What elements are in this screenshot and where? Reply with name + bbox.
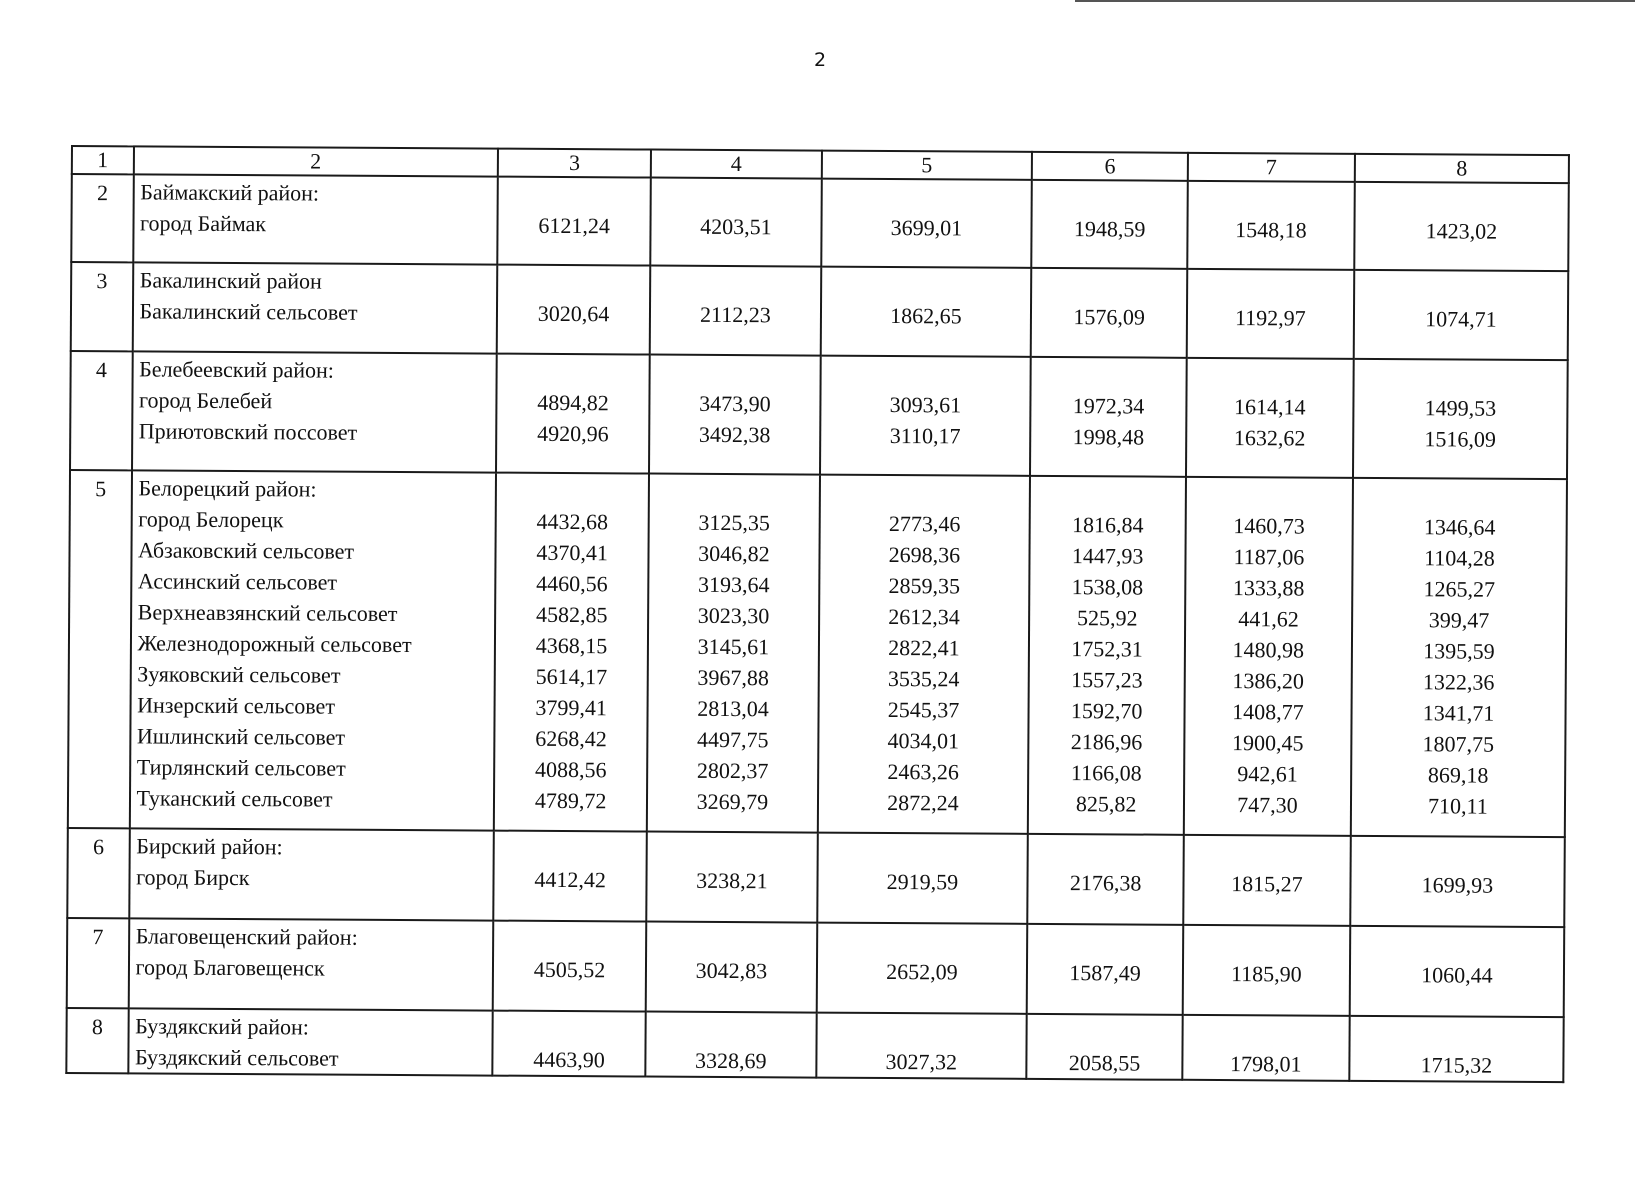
value: 2058,55 [1068,1050,1141,1076]
value: 1998,48 [1072,424,1145,450]
value-cell [647,474,819,833]
settlement-name: Буздякский сельсовет [134,1044,339,1071]
value: 1948,59 [1073,216,1146,242]
value: 1815,27 [1231,871,1303,897]
value: 1516,09 [1424,426,1497,452]
value-cell [493,921,647,1012]
value: 3193,64 [697,571,770,598]
settlement-name: Верхнеавзянский сельсовет [137,599,398,627]
value: 1538,08 [1071,574,1144,600]
value: 441,62 [1238,606,1299,632]
row-number: 8 [66,1008,128,1073]
value: 1265,27 [1423,576,1496,602]
value: 1104,28 [1424,545,1495,571]
value: 1333,88 [1232,575,1305,601]
value: 2652,09 [886,958,958,985]
territory-name-cell [133,174,498,264]
value: 1192,97 [1234,305,1306,331]
table-row [68,470,1567,837]
value: 1341,71 [1422,700,1495,726]
value: 1060,44 [1421,962,1493,988]
value: 825,82 [1075,791,1137,817]
row-number: 4 [70,351,132,470]
column-header: 3 [498,149,652,178]
value-cell [1353,359,1568,479]
column-header: 1 [72,146,134,174]
value: 3269,79 [696,788,769,815]
row-number: 5 [68,470,132,828]
row-number: 7 [67,918,129,1008]
value: 4505,52 [533,956,606,983]
district-name: Благовещенский район: [135,923,358,950]
value: 2463,26 [887,758,959,785]
value: 1322,36 [1422,669,1495,695]
top-rule [1075,0,1635,2]
value: 3145,61 [697,633,770,660]
territory-name-cell [128,1008,493,1075]
column-header: 5 [821,151,1032,180]
value: 4894,82 [537,389,609,416]
value-cell [821,179,1032,268]
settlement-name: город Баймак [140,210,267,237]
column-header: 8 [1355,154,1569,183]
value-cell [1028,834,1184,925]
settlement-name: Тирлянский сельсовет [136,754,346,781]
value-cell [496,354,650,474]
value: 4034,01 [887,727,960,754]
column-header: 4 [651,150,821,179]
district-name: Буздякский район: [135,1013,310,1040]
value-cell [1030,357,1186,477]
settlement-name: Абзаковский сельсовет [138,537,355,564]
settlement-name: Туканский сельсовет [136,785,333,812]
table-row [70,351,1568,479]
value: 1447,93 [1071,543,1144,569]
value-cell [1351,478,1567,837]
value-cell [1350,836,1565,927]
value: 1587,49 [1069,960,1141,986]
value: 1798,01 [1229,1051,1302,1077]
value: 2773,46 [888,511,961,537]
value-cell [1028,476,1186,835]
value: 1900,45 [1231,730,1304,756]
value-cell [817,475,1030,834]
table-row [66,1008,1563,1082]
value: 1166,08 [1070,760,1142,786]
settlement-name: Зуяковский сельсовет [137,661,341,688]
value: 1460,73 [1233,513,1305,539]
value: 1816,84 [1072,512,1144,538]
value: 3492,38 [698,421,771,448]
table-row [71,174,1569,271]
settlement-name: город Белорецк [138,506,284,533]
value: 4370,41 [536,539,608,566]
data-table [65,145,1570,1083]
value-cell [497,177,651,266]
value: 1807,75 [1422,731,1495,757]
table-row [67,828,1565,927]
value: 1699,93 [1421,872,1494,898]
value-cell [647,832,818,923]
row-number: 2 [71,174,133,262]
value: 3027,32 [885,1048,958,1075]
value: 1632,62 [1233,425,1306,451]
value-cell [820,267,1031,357]
value: 3535,24 [887,666,960,692]
district-name: Белебеевский район: [139,356,335,383]
value: 3046,82 [698,540,770,567]
column-header: 7 [1188,153,1355,182]
value: 2176,38 [1069,870,1142,896]
value: 3799,41 [535,694,608,721]
value: 3238,21 [696,867,768,894]
value: 4432,68 [536,508,609,535]
value: 4088,56 [534,756,607,783]
value-cell [1182,1015,1349,1081]
value: 4463,90 [533,1046,605,1073]
value: 1592,70 [1070,698,1143,724]
value-cell [817,833,1028,924]
value-cell [651,178,822,267]
value: 1614,14 [1234,394,1306,420]
column-header: 2 [133,146,497,176]
value: 1386,20 [1232,668,1304,694]
value: 2112,23 [699,301,771,328]
value: 3473,90 [699,390,771,417]
value-cell [1027,1014,1183,1080]
value: 5614,17 [535,663,608,690]
value: 1346,64 [1423,514,1496,540]
settlement-name: Приютовский поссовет [138,418,358,445]
value-cell [497,265,651,355]
value-cell [1187,269,1355,359]
value: 4368,15 [535,632,608,659]
row-number: 3 [71,262,133,351]
value: 2822,41 [888,635,960,661]
value: 2859,35 [888,573,961,599]
value: 2872,24 [887,789,959,816]
settlement-name: Железнодорожный сельсовет [137,630,412,658]
district-name: Бакалинский район [139,267,322,294]
value: 1187,06 [1233,544,1305,570]
value-cell [1027,924,1183,1015]
page-number: 2 [813,49,827,71]
value: 2612,34 [888,604,960,630]
value: 1576,09 [1073,304,1145,330]
settlement-name: Ишлинский сельсовет [136,723,346,750]
value-cell [1349,1016,1563,1082]
value: 1548,18 [1235,217,1307,243]
value: 1972,34 [1072,393,1145,419]
settlement-name: Инзерский сельсовет [137,692,336,719]
row-number: 6 [67,828,129,918]
settlement-name: город Благовещенск [135,954,325,981]
value-cell [1184,477,1353,836]
value: 3967,88 [697,664,770,691]
district-name: Белорецкий район: [138,475,317,502]
value: 3042,83 [695,957,768,984]
value: 4789,72 [534,787,607,814]
value-cell [646,922,817,1013]
value-cell [1186,358,1354,478]
value: 2813,04 [697,695,769,722]
value: 399,47 [1428,607,1490,633]
value: 710,11 [1428,793,1488,819]
value: 1557,23 [1071,667,1143,693]
value: 942,61 [1237,761,1298,787]
value-cell [1354,182,1569,271]
value: 1752,31 [1071,636,1143,662]
table-row [71,262,1569,360]
value: 1499,53 [1424,395,1497,421]
value: 1715,32 [1420,1052,1493,1078]
value-cell [646,1012,817,1078]
value-cell [649,355,820,475]
territory-name-cell [132,262,497,353]
value: 4497,75 [696,726,769,753]
value: 3093,61 [889,392,962,418]
table-row [67,918,1565,1017]
value-cell [1183,835,1351,926]
value: 6268,42 [535,725,607,752]
district-name: Баймакский район: [140,179,320,206]
settlement-name: Бакалинский сельсовет [139,298,358,325]
settlement-name: Ассинский сельсовет [137,568,338,595]
value: 1862,65 [890,303,962,329]
value: 3699,01 [890,215,963,241]
value: 3023,30 [697,602,770,629]
value: 2802,37 [696,757,769,784]
value-cell [1183,925,1351,1016]
value-cell [494,473,650,832]
value: 1480,98 [1232,637,1305,663]
value: 4412,42 [534,866,606,893]
value: 2186,96 [1070,729,1143,755]
value: 4582,85 [535,601,608,628]
value: 3328,69 [695,1047,767,1074]
value-cell [1187,181,1355,270]
settlement-name: город Бирск [136,864,250,891]
value: 3020,64 [537,300,610,327]
value: 869,18 [1427,762,1489,788]
value-cell [820,356,1032,476]
value: 1074,71 [1425,306,1497,332]
value: 747,30 [1237,792,1298,818]
value-cell [1354,270,1569,360]
territory-name-cell [129,828,494,920]
settlement-name: город Белебей [138,387,273,414]
value: 3110,17 [889,423,961,449]
value: 6121,24 [538,212,610,239]
territory-name-cell [128,918,493,1010]
value: 2545,37 [887,697,960,723]
value: 3125,35 [698,509,770,536]
value-cell [816,923,1027,1014]
value-cell [493,831,647,922]
value: 4203,51 [700,213,772,240]
value: 2698,36 [888,542,961,568]
value-cell [492,1011,646,1077]
value-cell [1031,268,1187,358]
value-cell [816,1013,1027,1079]
territory-name-cell [132,351,497,472]
value: 1408,77 [1232,699,1304,725]
value-cell [1032,180,1188,269]
value: 1423,02 [1425,218,1498,244]
value: 4460,56 [536,570,608,597]
territory-name-cell [129,470,496,830]
value: 4920,96 [537,420,609,447]
value: 2919,59 [886,868,959,895]
value: 525,92 [1076,605,1138,631]
value: 1185,90 [1230,961,1302,987]
district-name: Бирский район: [136,833,283,860]
value-cell [1350,926,1565,1017]
value-cell [650,266,821,356]
value: 1395,59 [1423,638,1495,664]
column-header: 6 [1032,152,1188,181]
